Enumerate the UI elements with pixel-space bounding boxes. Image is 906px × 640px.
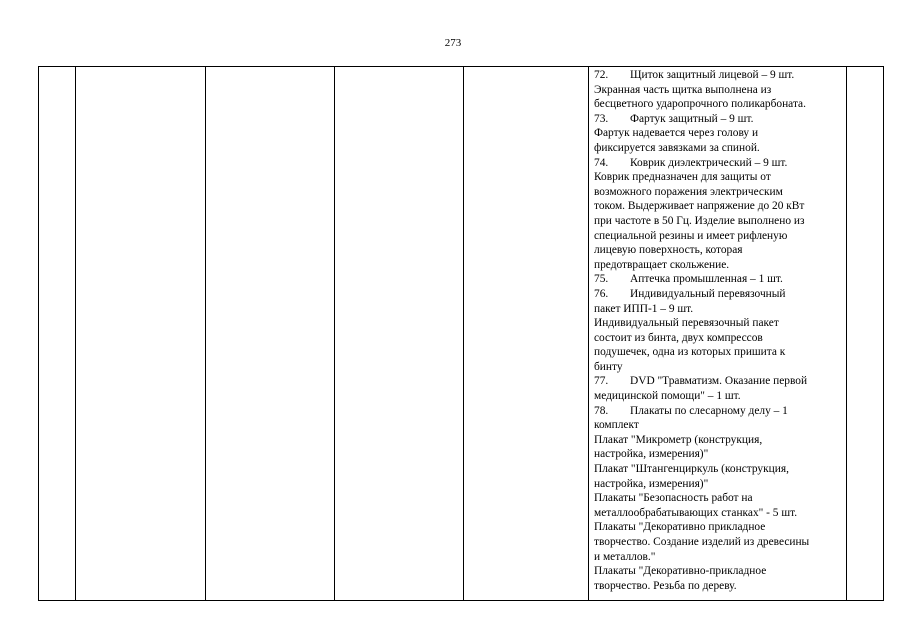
- list-line: Плакаты "Декоративно прикладное: [594, 521, 766, 534]
- list-line: медицинской помощи" – 1 шт.: [594, 390, 741, 403]
- list-line: Плакат "Штангенциркуль (конструкция,: [594, 463, 789, 476]
- item-number: 73.: [594, 112, 609, 125]
- list-line: комплект: [594, 419, 639, 432]
- list-line: Фартук надевается через голову и: [594, 127, 759, 140]
- list-line: Коврик предназначен для защиты от: [594, 171, 771, 184]
- item-title: DVD "Травматизм. Оказание первой: [630, 375, 808, 388]
- item-title: Фартук защитный – 9 шт.: [630, 112, 754, 125]
- table-cell-col2: [76, 67, 206, 601]
- list-line: [594, 156, 842, 171]
- list-line: и металлов.": [594, 550, 656, 563]
- list-line: бинту: [594, 360, 623, 373]
- list-line: [594, 272, 842, 287]
- list-line: пакет ИПП-1 – 9 шт.: [594, 302, 694, 315]
- list-line: [594, 404, 842, 419]
- item-title: Аптечка промышленная – 1 шт.: [630, 273, 783, 286]
- equipment-list-cell: [589, 67, 847, 601]
- list-line: лицевую поверхность, которая: [594, 244, 743, 257]
- item-number: 76.: [594, 287, 609, 300]
- equipment-table: [38, 66, 884, 601]
- list-line: специальной резины и имеет рифленую: [594, 229, 788, 242]
- list-line: настройка, измерения)": [594, 477, 709, 490]
- item-number: 75.: [594, 273, 609, 286]
- list-line: предотвращает скольжение.: [594, 258, 730, 271]
- page-number: 273: [444, 37, 462, 49]
- item-title: Индивидуальный перевязочный: [630, 287, 786, 300]
- table-cell-col1: [39, 67, 76, 601]
- item-title: Щиток защитный лицевой – 9 шт.: [630, 69, 795, 81]
- item-number: 74.: [594, 156, 609, 169]
- list-line: Плакаты "Безопасность работ на: [594, 492, 753, 505]
- list-line: при частоте в 50 Гц. Изделие выполнено из: [594, 214, 805, 227]
- list-line: состоит из бинта, двух компрессов: [594, 331, 763, 344]
- list-line: [594, 374, 842, 389]
- list-line: [594, 112, 842, 127]
- table-cell-col3: [206, 67, 335, 601]
- item-number: 78.: [594, 404, 609, 417]
- table-cell-col4: [335, 67, 464, 601]
- list-line: возможного поражения электрическим: [594, 185, 783, 198]
- list-line: Плакат "Микрометр (конструкция,: [594, 433, 763, 446]
- item-number: 77.: [594, 375, 609, 388]
- table-cell-col7: [847, 67, 884, 601]
- table-cell-col5: [464, 67, 589, 601]
- list-line: Плакаты "Декоративно-прикладное: [594, 565, 767, 578]
- item-title: Плакаты по слесарному делу – 1: [630, 404, 788, 417]
- table-row: [39, 67, 884, 601]
- list-line: творчество. Резьба по дереву.: [594, 579, 737, 592]
- list-line: Индивидуальный перевязочный пакет: [594, 317, 779, 330]
- list-line: [594, 68, 842, 83]
- list-line: Экранная часть щитка выполнена из: [594, 83, 772, 96]
- list-line: током. Выдерживает напряжение до 20 кВт: [594, 200, 805, 213]
- list-line: подушечек, одна из которых пришита к: [594, 346, 786, 359]
- item-number: 72.: [594, 69, 609, 81]
- list-line: настройка, измерения)": [594, 448, 709, 461]
- list-line: металлообрабатывающих станках" - 5 шт.: [594, 506, 798, 519]
- list-line: бесцветного ударопрочного поликарбоната.: [594, 98, 806, 111]
- list-line: [594, 287, 842, 302]
- list-line: творчество. Создание изделий из древесины: [594, 536, 810, 548]
- item-title: Коврик диэлектрический – 9 шт.: [630, 156, 788, 169]
- list-line: фиксируется завязками за спиной.: [594, 141, 760, 154]
